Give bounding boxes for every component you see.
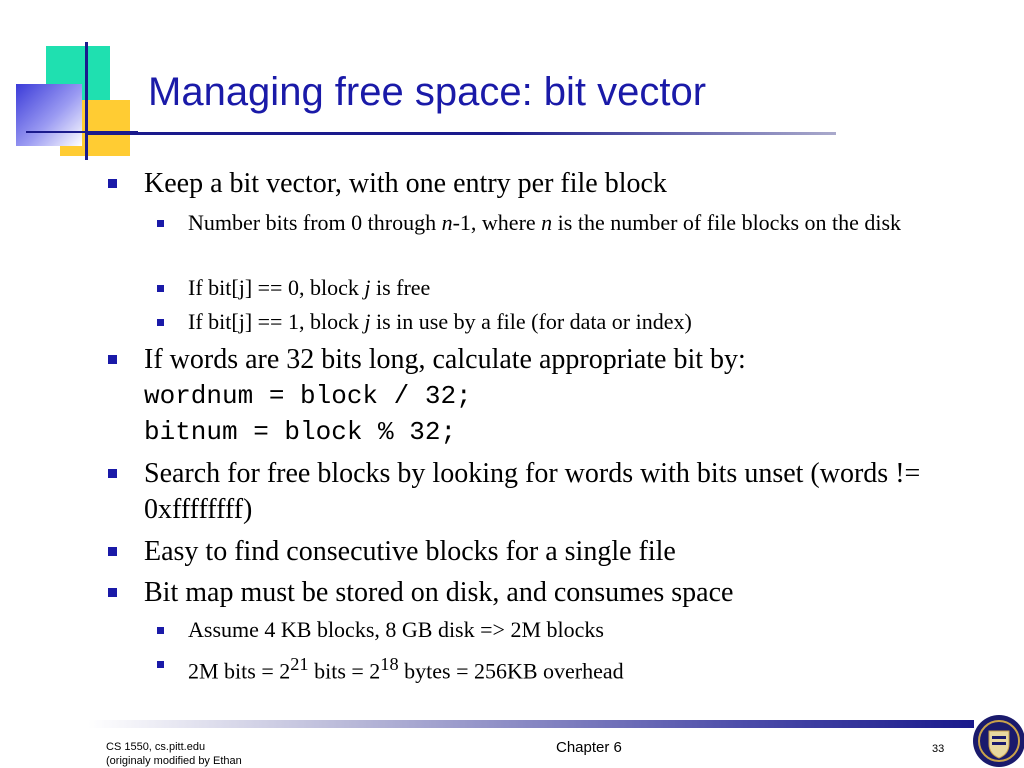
footer-course-line1: CS 1550, cs.pitt.edu: [106, 741, 206, 753]
footer-rule: [88, 720, 974, 728]
sub-bullet-5-1: Assume 4 KB blocks, 8 GB disk => 2M blocks: [188, 616, 988, 644]
code-line-wordnum: wordnum = block / 32;: [144, 381, 472, 411]
slide-title: Managing free space: bit vector: [148, 70, 707, 114]
bullet-2-text: If words are 32 bits long, calculate appropriate bit by:: [144, 344, 746, 375]
corner-vertical-line: [85, 42, 88, 160]
sub-bullet-1-2: If bit[j] == 0, block j is free: [188, 274, 988, 302]
page-number: 33: [932, 743, 945, 755]
code-line-bitnum: bitnum = block % 32;: [144, 417, 457, 447]
bullet-2: [144, 342, 984, 450]
bullet-4: Easy to find consecutive blocks for a single file: [144, 534, 984, 570]
corner-blue-square: [16, 84, 82, 146]
footer-course-line2: (originaly modified by Ethan: [106, 755, 242, 767]
sub-bullet-1-1: Number bits from 0 through n-1, where n is the number of file blocks on the disk: [188, 209, 988, 237]
bullet-1: Keep a bit vector, with one entry per file block: [144, 166, 984, 202]
title-underline: [88, 132, 836, 135]
footer-chapter: Chapter 6: [556, 739, 622, 756]
sub-bullet-1-3: If bit[j] == 1, block j is in use by a file (for data or index): [188, 308, 988, 336]
bullet-3: Search for free blocks by looking for words with bits unset (words != 0xffffffff): [144, 456, 974, 528]
sub-bullet-5-2: 2M bits = $2^{21}$ bits = $2^{18}$ bytes = 256KB overhead: [188, 650, 988, 685]
university-seal-icon: [972, 714, 1024, 768]
footer-course: [106, 740, 242, 768]
bullet-5: Bit map must be stored on disk, and consumes space: [144, 575, 984, 611]
